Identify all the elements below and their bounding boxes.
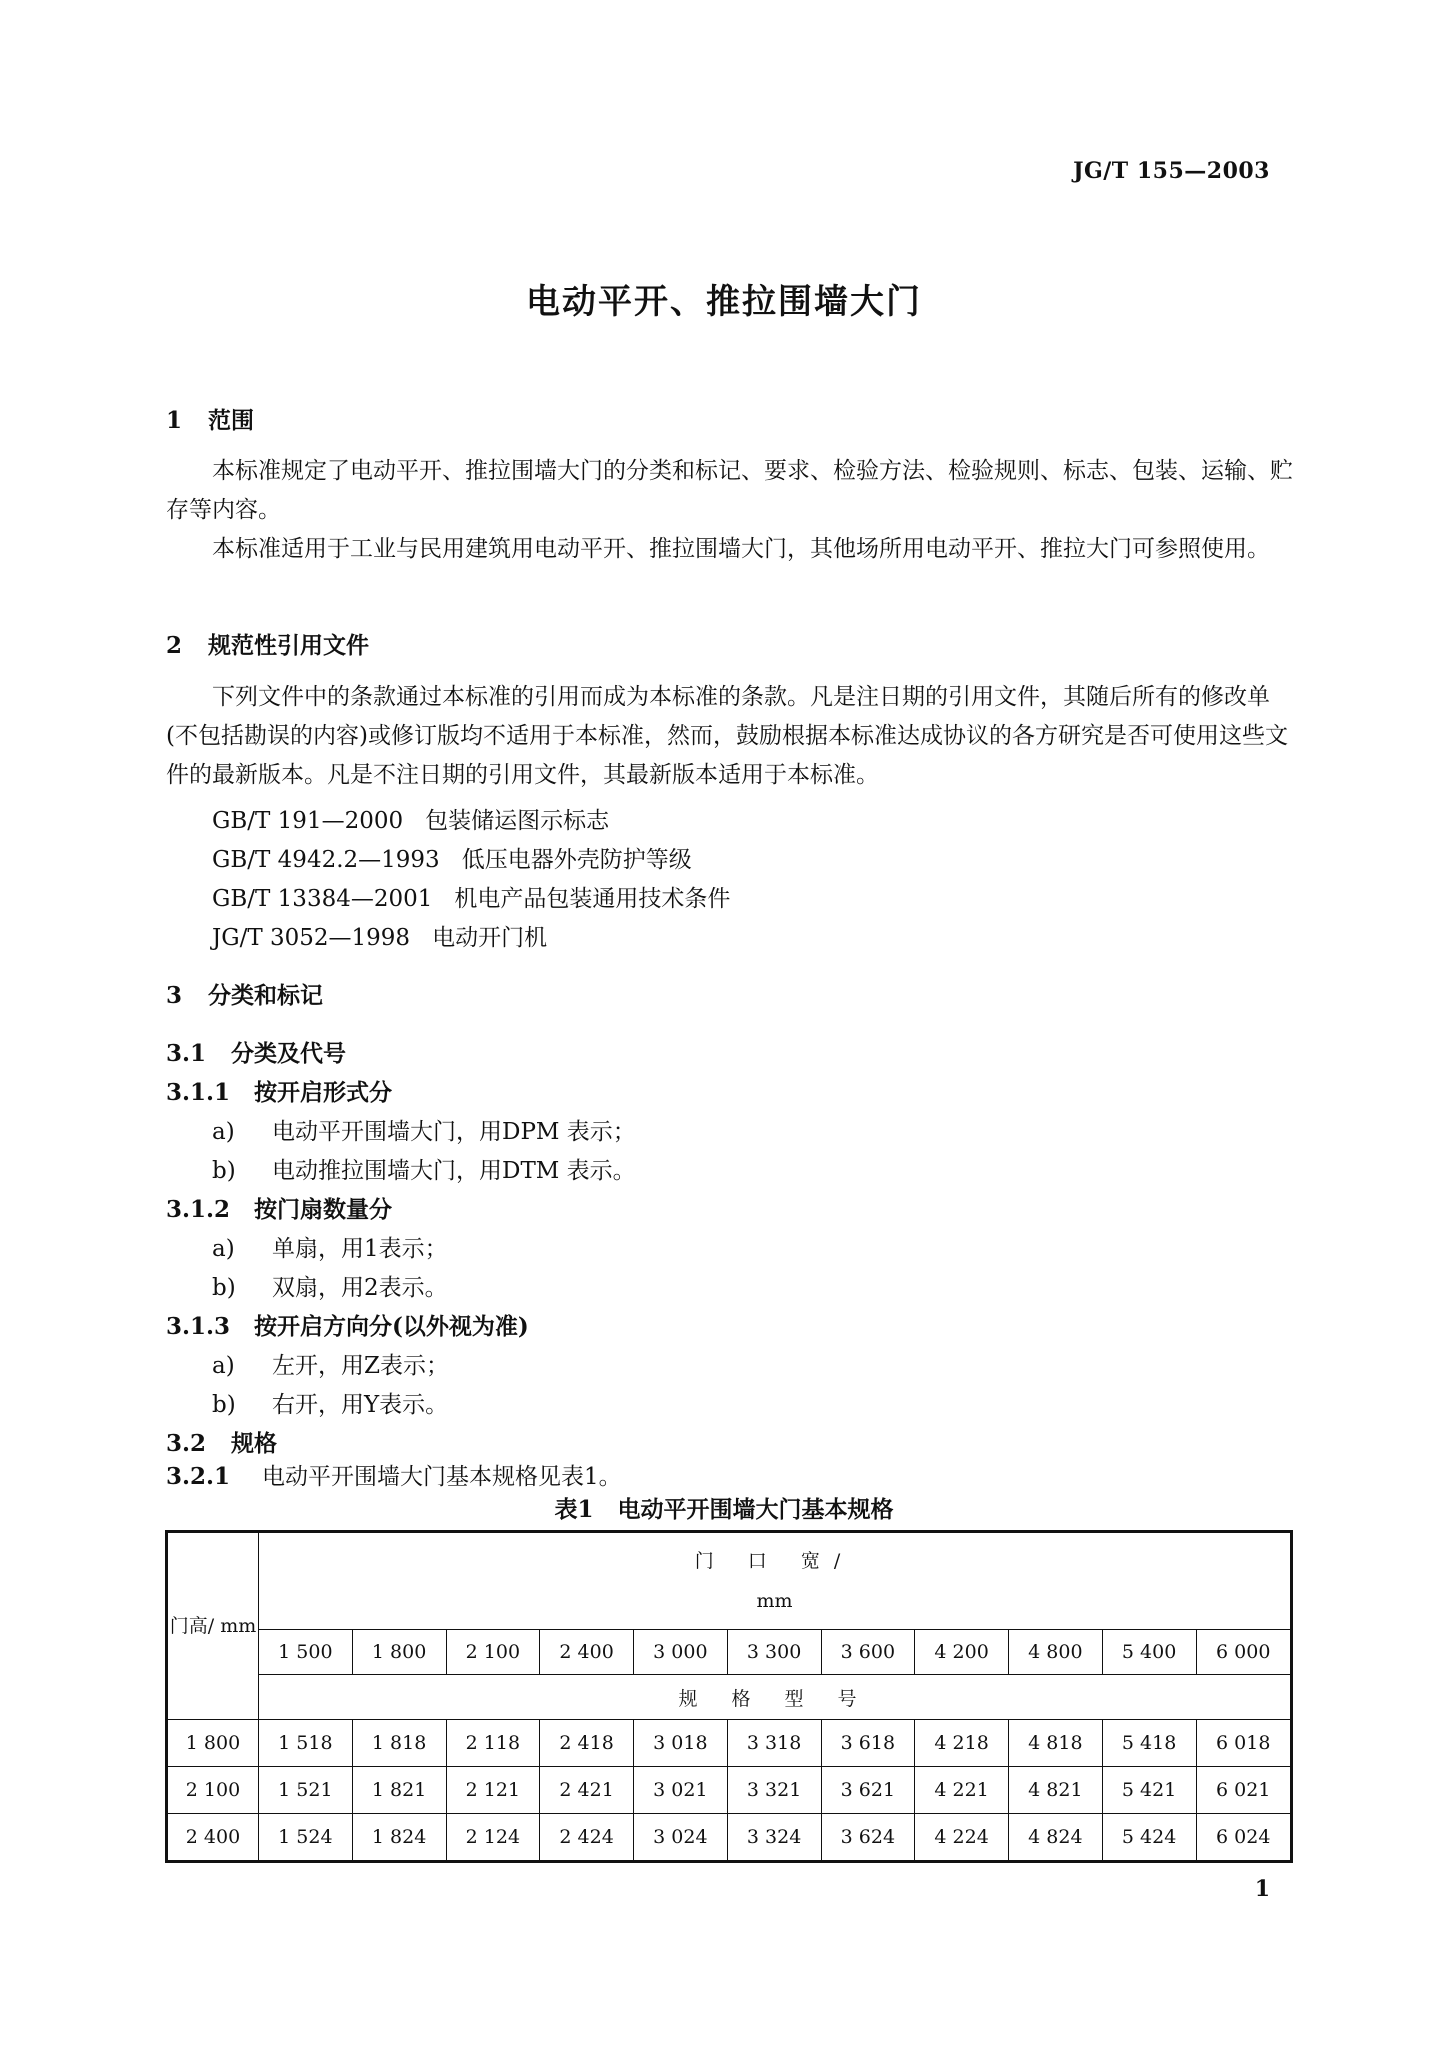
width-cell: 4 800 xyxy=(1009,1630,1103,1675)
row-header-cell xyxy=(167,1532,259,1720)
table-title: 电动平开围墙大门基本规格 xyxy=(617,1496,894,1523)
list-item xyxy=(212,1269,448,1302)
section-title: 按门扇数量分 xyxy=(254,1196,392,1223)
list-item xyxy=(212,1113,636,1146)
section-number: 3.1.2 xyxy=(166,1196,231,1223)
model-cell: 3 024 xyxy=(634,1814,728,1862)
list-text: 电动推拉围墙大门，用DTM 表示。 xyxy=(272,1158,636,1184)
section-2-paragraph: 下列文件中的条款通过本标准的引用而成为本标准的条款。凡是注日期的引用文件，其随后所有的修改单(不包括勘误的内容)或修订版均不适用于本标准，然而，鼓励根据本标准达成协议的各方研究是否可使用这些文件的最新版本。凡是不注日期的引用文件，其最新版本适用于本标准。 xyxy=(166,684,1288,788)
list-text: 单扇，用1表示； xyxy=(272,1236,448,1262)
list-text: 双扇，用2表示。 xyxy=(272,1275,448,1301)
model-cell: 4 821 xyxy=(1009,1767,1103,1814)
reference-name: 机电产品包装通用技术条件 xyxy=(454,886,731,912)
model-cell: 1 524 xyxy=(259,1814,353,1862)
section-3-1-1-heading xyxy=(166,1074,392,1107)
section-3-2-heading xyxy=(166,1425,277,1458)
model-cell: 3 618 xyxy=(821,1720,915,1767)
list-marker: a) xyxy=(212,1353,235,1379)
model-cell: 2 124 xyxy=(446,1814,540,1862)
section-number: 3.1.3 xyxy=(166,1313,231,1340)
section-1-paragraph-2: 本标准适用于工业与民用建筑用电动平开、推拉围墙大门，其他场所用电动平开、推拉大门可参照使用。 xyxy=(212,536,1270,562)
model-cell: 3 021 xyxy=(634,1767,728,1814)
table-number: 表1 xyxy=(554,1496,594,1523)
section-number: 3 xyxy=(166,982,183,1009)
model-cell: 1 818 xyxy=(352,1720,446,1767)
width-unit-label: mm xyxy=(756,1590,793,1612)
table-row xyxy=(167,1767,1292,1814)
reference-item xyxy=(212,919,547,952)
width-cell: 2 100 xyxy=(446,1630,540,1675)
model-cell: 1 518 xyxy=(259,1720,353,1767)
model-cell: 1 821 xyxy=(352,1767,446,1814)
width-cell: 3 300 xyxy=(727,1630,821,1675)
model-header-cell: 规 格 型 号 xyxy=(259,1675,1292,1720)
reference-code: GB/T 13384—2001 xyxy=(212,886,433,912)
section-3-1-heading xyxy=(166,1035,346,1068)
model-cell: 4 221 xyxy=(915,1767,1009,1814)
model-cell: 6 018 xyxy=(1196,1720,1292,1767)
table-caption xyxy=(0,1491,1448,1524)
height-cell: 2 400 xyxy=(167,1814,259,1862)
section-number: 1 xyxy=(166,407,183,434)
model-cell: 3 018 xyxy=(634,1720,728,1767)
page-number: 1 xyxy=(1254,1876,1270,1902)
section-1-paragraph-1: 本标准规定了电动平开、推拉围墙大门的分类和标记、要求、检验方法、检验规则、标志、包装、运输、贮存等内容。 xyxy=(166,458,1293,523)
width-header-label: 门 口 宽/ xyxy=(694,1550,855,1572)
reference-name: 低压电器外壳防护等级 xyxy=(461,847,692,873)
model-cell: 3 324 xyxy=(727,1814,821,1862)
list-marker: b) xyxy=(212,1392,236,1418)
document-title: 电动平开、推拉围墙大门 xyxy=(526,282,922,322)
list-item xyxy=(212,1152,636,1185)
model-cell: 6 024 xyxy=(1196,1814,1292,1862)
section-title: 按开启方向分(以外视为准) xyxy=(254,1313,529,1340)
table-row xyxy=(167,1720,1292,1767)
list-marker: a) xyxy=(212,1236,235,1262)
model-cell: 3 624 xyxy=(821,1814,915,1862)
list-text: 电动平开围墙大门，用DPM 表示； xyxy=(272,1119,636,1145)
reference-code: GB/T 4942.2—1993 xyxy=(212,847,440,873)
standard-code: JG/T 155—2003 xyxy=(1073,158,1270,184)
model-cell: 2 118 xyxy=(446,1720,540,1767)
model-cell: 5 424 xyxy=(1102,1814,1196,1862)
list-marker: b) xyxy=(212,1275,236,1301)
model-cell: 3 321 xyxy=(727,1767,821,1814)
list-item xyxy=(212,1230,448,1263)
reference-code: GB/T 191—2000 xyxy=(212,808,404,834)
section-title: 分类及代号 xyxy=(231,1040,346,1067)
model-cell: 2 424 xyxy=(540,1814,634,1862)
spec-table xyxy=(165,1530,1293,1863)
table-row xyxy=(167,1814,1292,1862)
reference-name: 电动开门机 xyxy=(432,925,548,951)
width-cell: 4 200 xyxy=(915,1630,1009,1675)
reference-item xyxy=(212,841,692,874)
section-2-heading xyxy=(166,627,369,660)
section-title: 范围 xyxy=(208,407,254,434)
section-number: 3.2.1 xyxy=(166,1463,231,1490)
list-text: 左开，用Z表示； xyxy=(272,1353,449,1379)
height-cell: 2 100 xyxy=(167,1767,259,1814)
model-cell: 2 421 xyxy=(540,1767,634,1814)
model-cell: 3 621 xyxy=(821,1767,915,1814)
section-number: 3.1 xyxy=(166,1040,207,1067)
width-cell: 5 400 xyxy=(1102,1630,1196,1675)
model-cell: 4 224 xyxy=(915,1814,1009,1862)
section-3-heading xyxy=(166,977,323,1010)
section-title: 分类和标记 xyxy=(208,982,323,1009)
list-marker: a) xyxy=(212,1119,235,1145)
section-number: 3.1.1 xyxy=(166,1079,231,1106)
list-item xyxy=(212,1386,448,1419)
model-cell: 4 218 xyxy=(915,1720,1009,1767)
section-title: 规格 xyxy=(231,1430,277,1457)
list-marker: b) xyxy=(212,1158,236,1184)
section-number: 3.2 xyxy=(166,1430,207,1457)
model-cell: 2 418 xyxy=(540,1720,634,1767)
width-cell: 2 400 xyxy=(540,1630,634,1675)
reference-code: JG/T 3052—1998 xyxy=(212,925,411,951)
width-cell: 1 800 xyxy=(352,1630,446,1675)
model-cell: 6 021 xyxy=(1196,1767,1292,1814)
reference-item xyxy=(212,802,609,835)
model-cell: 4 824 xyxy=(1009,1814,1103,1862)
section-title: 按开启形式分 xyxy=(254,1079,392,1106)
model-cell: 2 121 xyxy=(446,1767,540,1814)
width-cell: 3 000 xyxy=(634,1630,728,1675)
clause-text: 电动平开围墙大门基本规格见表1。 xyxy=(262,1464,622,1490)
width-cell: 3 600 xyxy=(821,1630,915,1675)
model-cell: 3 318 xyxy=(727,1720,821,1767)
list-item xyxy=(212,1347,449,1380)
section-title: 规范性引用文件 xyxy=(208,632,369,659)
section-3-1-2-heading xyxy=(166,1191,392,1224)
width-cell: 6 000 xyxy=(1196,1630,1292,1675)
section-1-heading xyxy=(166,402,254,435)
reference-item xyxy=(212,880,730,913)
model-cell: 4 818 xyxy=(1009,1720,1103,1767)
model-cell: 5 421 xyxy=(1102,1767,1196,1814)
section-3-1-3-heading xyxy=(166,1308,529,1341)
clause-3-2-1 xyxy=(166,1458,622,1491)
section-number: 2 xyxy=(166,632,183,659)
height-cell: 1 800 xyxy=(167,1720,259,1767)
model-cell: 5 418 xyxy=(1102,1720,1196,1767)
width-header-cell xyxy=(259,1532,1292,1630)
reference-name: 包装储运图示标志 xyxy=(425,808,610,834)
model-cell: 1 521 xyxy=(259,1767,353,1814)
model-cell: 1 824 xyxy=(352,1814,446,1862)
width-cell: 1 500 xyxy=(259,1630,353,1675)
list-text: 右开，用Y表示。 xyxy=(272,1392,449,1418)
row-header-label: 门高/ mm xyxy=(169,1615,257,1637)
